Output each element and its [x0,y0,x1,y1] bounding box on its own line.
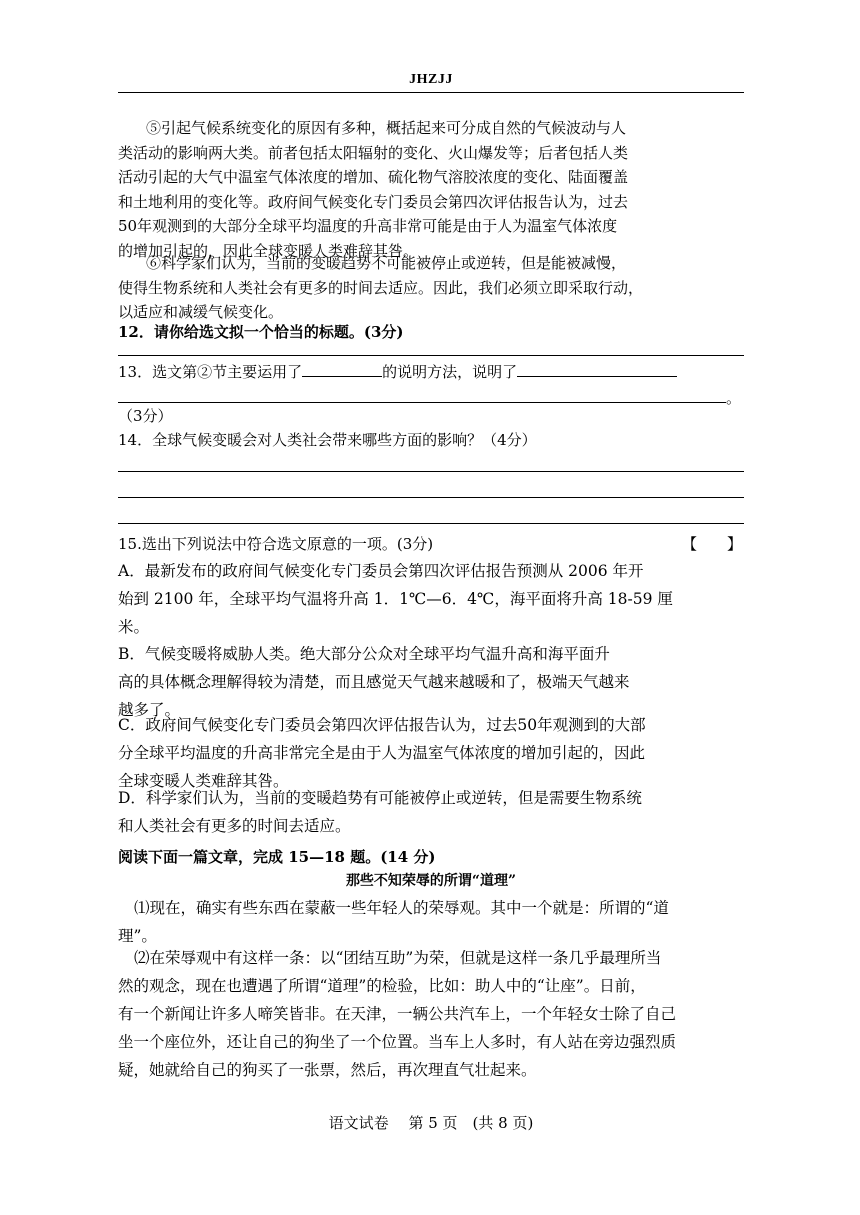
option-d-line: D．科学家们认为，当前的变暖趋势有可能被停止或逆转，但是需要生物系统 [118,789,642,807]
answer-line-14b[interactable] [118,497,744,498]
option-a-line: A．最新发布的政府间气候变化专门委员会第四次评估报告预测从 2006 年开 [118,562,644,580]
text-line: 理”。 [118,927,157,945]
option-b-line: B．气候变暖将威胁人类。绝大部分公众对全球平均气温升高和海平面升 [118,645,610,663]
option-b-line: 高的具体概念理解得较为清楚，而且感觉天气越来越暖和了，极端天气越来 [118,673,630,691]
question-13 [118,360,744,384]
essay-paragraph-1 [118,894,744,950]
text-line: 50年观测到的大部分全球平均温度的升高非常可能是由于人为温室气体浓度 [118,217,618,235]
option-a[interactable] [118,557,744,641]
option-c-line: 分全球平均温度的升高非常完全是由于人为温室气体浓度的增加引起的，因此 [118,744,646,762]
question-15-pre: 15.选出下列说法中 [118,535,247,553]
text-line: ⑵在荣辱观中有这样一条：以“团结互助”为荣，但就是这样一条几乎最理所当 [134,949,662,967]
option-c-line: 全球变暖人类难辞其咎。 [118,772,289,790]
question-12: 12．请你给选文拟一个恰当的标题。(3分) [118,323,404,341]
blank-method[interactable] [302,360,382,377]
answer-line-14a[interactable] [118,471,744,472]
option-a-line: 米。 [118,618,150,636]
emphasis-he: 合 [261,535,277,553]
question-13-text-a: 13．选文第②节主要运用了 [118,363,303,381]
text-line: ⑴现在，确实有些东西在蒙蔽一些年轻人的荣辱观。其中一个就是：所谓的“道 [134,899,669,917]
text-line: 使得生物系统和人类社会有更多的时间去适应。因此，我们必须立即采取行动， [118,278,644,297]
text-line: 疑，她就给自己的狗买了一张票，然后，再次理直气壮起来。 [118,1061,537,1079]
text-line: 有一个新闻让许多人啼笑皆非。在天津，一辆公共汽车上，一个年轻女士除了自己 [118,1005,677,1023]
question-15-post: 选文原意的一项。(3分) [276,535,434,553]
question-13-end: 。 [726,389,742,407]
question-15 [118,532,744,556]
text-line: 和土地利用的变化等。政府间气候变化专门委员会第四次评估报告认为，过去 [118,192,629,211]
question-13-text-b: 的说明方法，说明了 [382,363,518,381]
essay-paragraph-2 [118,944,744,1084]
text-line: 活动引起的大气中温室气体浓度的增加、硫化物气溶胶浓度的变化、陆面覆盖 [118,168,629,186]
paragraph-6 [118,251,744,325]
text-line: 的增加引起的，因此全球变暖人类难辞其咎。 [118,241,419,260]
text-line: 坐一个座位外，还让自己的狗坐了一个位置。当车上人多时，有人站在旁边强烈质 [118,1033,677,1051]
blank-explanation[interactable] [517,360,677,377]
answer-line-12[interactable] [118,355,744,356]
text-line: ⑥科学家们认为，当前的变暖趋势不可能被停止或逆转，但是能被减慢， [146,254,627,272]
text-line: 以适应和减缓气候变化。 [118,303,284,321]
question-13-score: （3分） [118,407,173,425]
section-heading: 阅读下面一篇文章，完成 15—18 题。(14 分) [118,848,436,866]
option-a-line: 始到 2100 年，全球平均气温将升高 1．1℃—6．4℃，海平面将升高 18-59 厘 [118,590,673,608]
text-line: 然的观念，现在也遭遇了所谓“道理”的检验，比如：助人中的“让座”。日前， [118,977,646,995]
option-d[interactable] [118,784,744,840]
page-footer: 语文试卷 第 5 页 (共 8 页) [328,1114,534,1132]
question-14: 14．全球气候变暖会对人类社会带来哪些方面的影响？（4分） [118,431,537,449]
answer-line-14c[interactable] [118,523,744,524]
emphasis-fu: 符 [246,535,262,553]
option-c-line: C．政府间气候变化专门委员会第四次评估报告认为，过去50年观测到的大部 [118,716,646,734]
option-d-line: 和人类社会有更多的时间去适应。 [118,817,351,835]
paragraph-5 [118,116,744,263]
header-divider [118,92,744,93]
text-line: ⑤引起气候系统变化的原因有多种，概括起来可分成自然的气候波动与人 [146,119,627,137]
option-b-line: 越多了。 [118,701,181,719]
text-line: 类活动的影响两大类。前者包括太阳辐射的变化、火山爆发等；后者包括人类 [118,143,629,162]
answer-bracket[interactable]: 【 】 [682,535,743,553]
answer-line-13[interactable] [118,402,726,403]
page-header: JHZJJ [409,72,453,87]
essay-title: 那些不知荣辱的所谓“道理” [345,873,517,889]
option-c[interactable] [118,711,744,795]
